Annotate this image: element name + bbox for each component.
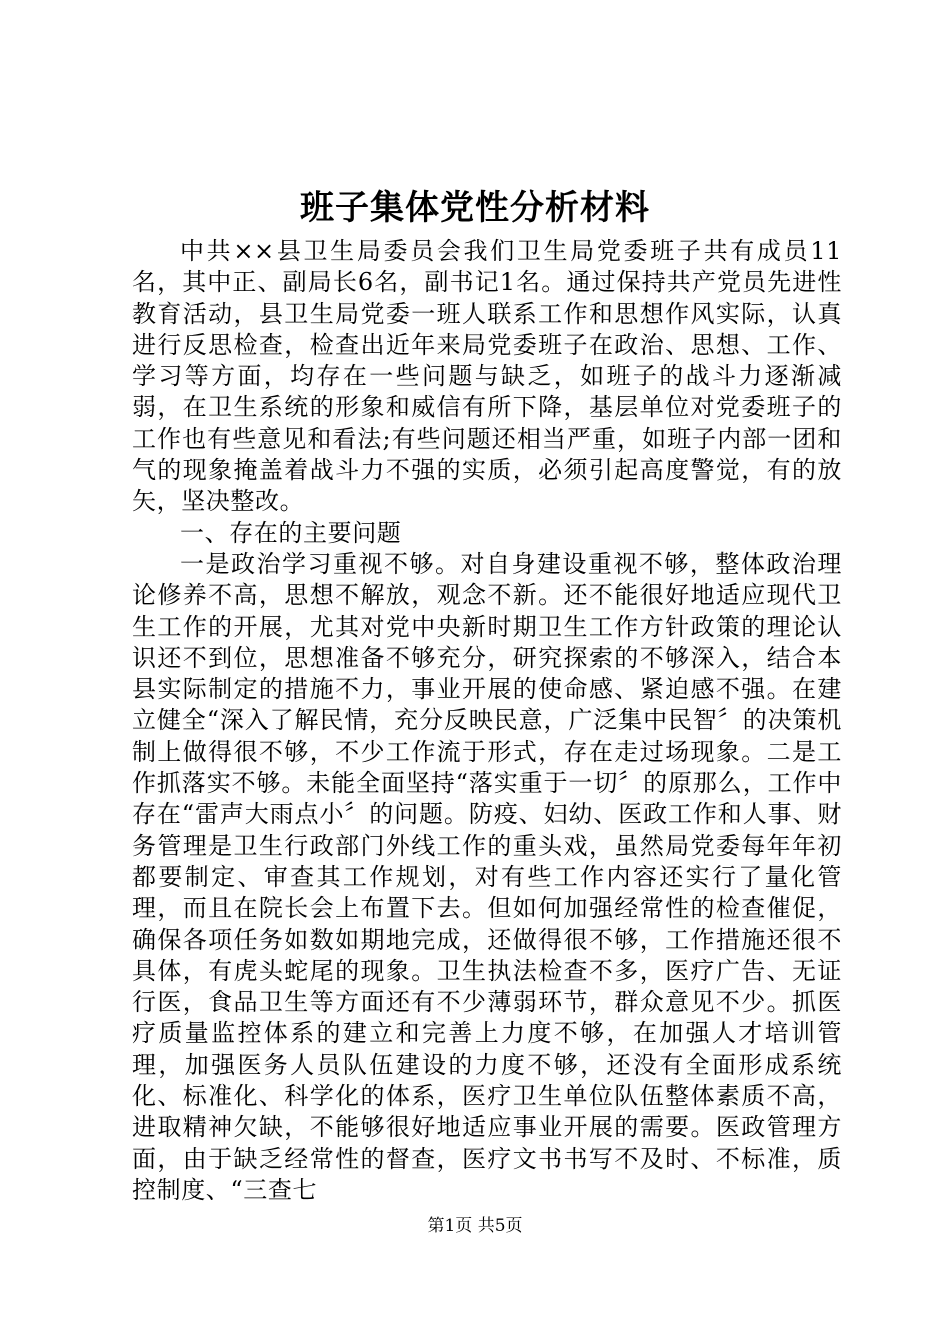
page-footer: 第1页 共5页 [427, 1216, 523, 1236]
section-heading: 一、存在的主要问题 [180, 518, 402, 547]
intro-paragraph: 中共××县卫生局委员会我们卫生局党委班子共有成员11名，其中正、副局长6名，副书记1名。通过保持共产党员先进性教育活动，县卫生局党委一班人联系工作和思想作风实际，认真进行反思检查，检查出近年来局党委班子在政治、思想、工作、学习等方面，均存在一些问题与缺乏，如班子的战斗力逐渐减弱，在卫生系统的形象和威信有所下降，基层单位对党委班子的工作也有些意见和看法;有些问题还相当严重，如班子内部一团和气的现象掩盖着战斗力不强的实质，必须引起高度警觉，有的放矢，坚决整改。 [132, 237, 842, 516]
problems-paragraph: 一是政治学习重视不够。对自身建设重视不够，整体政治理论修养不高，思想不解放，观念不新。还不能很好地适应现代卫生工作的开展，尤其对党中央新时期卫生工作方针政策的理论认识还不到位，思想准备不够充分，研究探索的不够深入，结合本县实际制定的措施不力，事业开展的使命感、紧迫感不强。在建立健全“深入了解民情，充分反映民意，广泛集中民智〞的决策机制上做得很不够，不少工作流于形式，存在走过场现象。二是工作抓落实不够。未能全面坚持“落实重于一切〞的原那么，工作中存在“雷声大雨点小〞的问题。防疫、妇幼、医政工作和人事、财务管理是卫生行政部门外线工作的重头戏，虽然局党委每年年初都要制定、审查其工作规划，对有些工作内容还实行了量化管理，而且在院长会上布置下去。但如何加强经常性的检查催促，确保各项任务如数如期地完成，还做得很不够，工作措施还很不具体，有虎头蛇尾的现象。卫生执法检查不多，医疗广告、无证行医，食品卫生等方面还有不少薄弱环节，群众意见不少。抓医疗质量监控体系的建立和完善上力度不够，在加强人才培训管理，加强医务人员队伍建设的力度不够，还没有全面形成系统化、标准化、科学化的体系，医疗卫生单位队伍整体素质不高，进取精神欠缺，不能够很好地适应事业开展的需要。医政管理方面，由于缺乏经常性的督查，医疗文书书写不及时、不标准，质控制度、“三查七 [132, 549, 842, 1204]
document-body [132, 236, 842, 1206]
document-title: 班子集体党性分析材料 [300, 188, 650, 228]
